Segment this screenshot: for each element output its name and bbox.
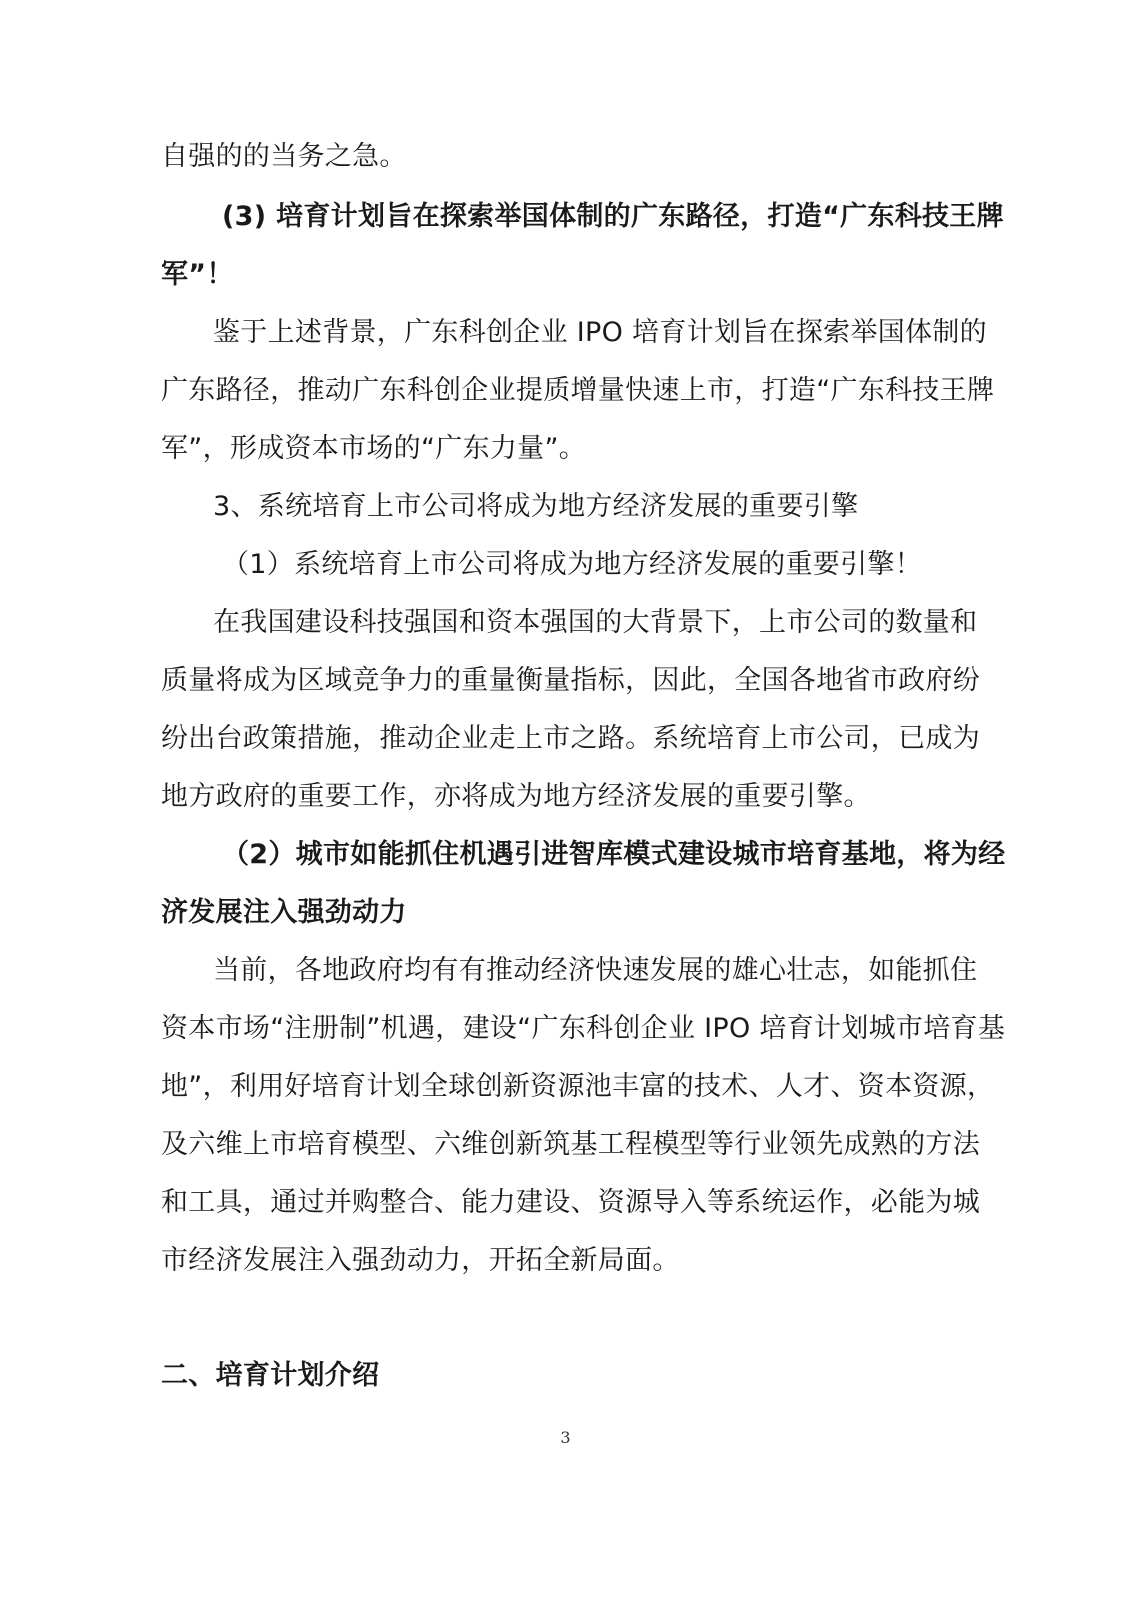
paragraph-line: 地”，利用好培育计划全球创新资源池丰富的技术、人才、资本资源， [161, 1071, 995, 1102]
paragraph-line: 军”，形成资本市场的“广东力量”。 [161, 433, 587, 464]
paragraph-line: 自强的的当务之急。 [161, 141, 407, 172]
paragraph-line: 在我国建设科技强国和资本强国的大背景下，上市公司的数量和 [213, 607, 978, 638]
paragraph-line: 及六维上市培育模型、六维创新筑基工程模型等行业领先成熟的方法 [161, 1129, 980, 1160]
subheading-line: （2）城市如能抓住机遇引进智库模式建设城市培育基地，将为经 [222, 839, 1006, 870]
paragraph-line: 地方政府的重要工作，亦将成为地方经济发展的重要引擎。 [161, 781, 871, 812]
subheading-line: (3) 培育计划旨在探索举国体制的广东路径，打造“广东科技王牌 [222, 201, 1004, 232]
paragraph-line: 质量将成为区域竞争力的重量衡量指标，因此，全国各地省市政府纷 [161, 665, 980, 696]
subheading-line: 济发展注入强劲动力 [161, 897, 407, 928]
paragraph-line: 鉴于上述背景，广东科创企业 IPO 培育计划旨在探索举国体制的 [213, 317, 987, 348]
paragraph-line: 当前，各地政府均有有推动经济快速发展的雄心壮志，如能抓住 [213, 955, 978, 986]
paragraph-line: 纷出台政策措施，推动企业走上市之路。系统培育上市公司，已成为 [161, 723, 980, 754]
subheading-line: （1）系统培育上市公司将成为地方经济发展的重要引擎！ [222, 549, 922, 580]
paragraph-line: 资本市场“注册制”机遇，建设“广东科创企业 IPO 培育计划城市培育基 [161, 1013, 1006, 1044]
page-number: 3 [560, 1428, 571, 1447]
paragraph-line: 广东路径，推动广东科创企业提质增量快速上市，打造“广东科技王牌 [161, 375, 995, 406]
paragraph-line: 和工具，通过并购整合、能力建设、资源导入等系统运作，必能为城 [161, 1187, 980, 1218]
subheading-line: 军”！ [161, 259, 234, 290]
paragraph-line: 市经济发展注入强劲动力，开拓全新局面。 [161, 1245, 680, 1276]
section-heading: 3、系统培育上市公司将成为地方经济发展的重要引擎 [213, 491, 859, 522]
chapter-heading: 二、培育计划介绍 [161, 1360, 380, 1391]
